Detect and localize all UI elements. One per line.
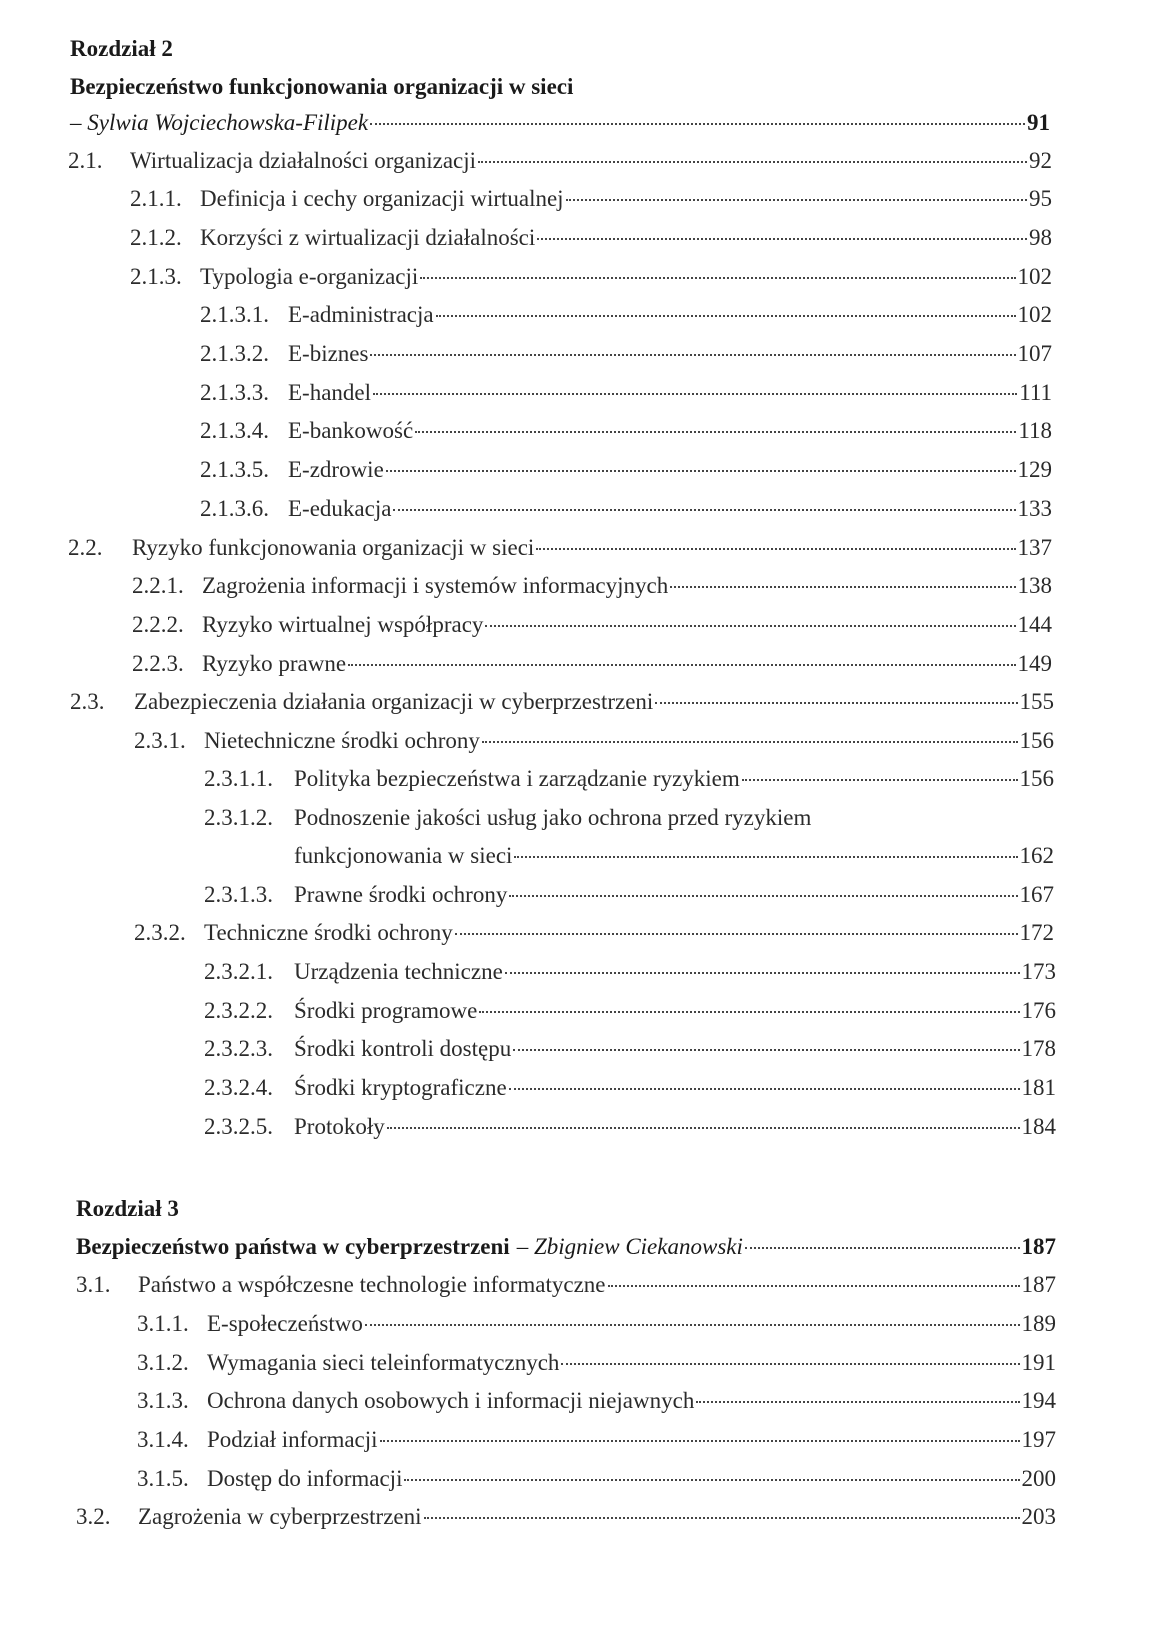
leader-dots — [509, 1088, 1020, 1090]
entry-number: 2.1.3.2. — [200, 341, 269, 366]
toc-entry — [204, 998, 1056, 1032]
toc-entry — [137, 1466, 1056, 1500]
toc-entry — [204, 1036, 1056, 1070]
entry-number: 2.3.2.4. — [204, 1075, 273, 1100]
leader-dots — [386, 470, 1016, 472]
page-number: 144 — [1017, 612, 1052, 637]
entry-number: 3.1.1. — [137, 1311, 189, 1336]
entry-title: Ryzyko wirtualnej współpracy — [202, 612, 484, 637]
entry-title: Protokoły — [294, 1114, 385, 1139]
leader-dots — [513, 1049, 1019, 1051]
leader-dots — [455, 933, 1018, 935]
toc-entry — [76, 1504, 1056, 1538]
leader-dots — [365, 1324, 1020, 1326]
toc-entry — [200, 302, 1052, 336]
leader-dots — [479, 1011, 1019, 1013]
page-number: 178 — [1021, 1036, 1056, 1061]
leader-dots — [348, 664, 1015, 666]
entry-number: 2.3.2.1. — [204, 959, 273, 984]
page-number: 92 — [1029, 148, 1052, 173]
page-number: 172 — [1019, 920, 1054, 945]
page-number: 111 — [1019, 380, 1052, 405]
toc-entry — [130, 264, 1052, 298]
leader-dots — [566, 199, 1027, 201]
entry-number: 2.1.3.6. — [200, 496, 269, 521]
entry-title: Podnoszenie jakości usług jako ochrona przed ryzykiem — [294, 805, 812, 830]
entry-title: Środki programowe — [294, 998, 478, 1023]
entry-number: 2.1.3.3. — [200, 380, 269, 405]
entry-number: 2.3.1.3. — [204, 882, 273, 907]
page-number: 191 — [1021, 1350, 1056, 1375]
entry-title: Środki kryptograficzne — [294, 1075, 507, 1100]
entry-number: 2.3.1. — [134, 728, 186, 753]
page-number: 102 — [1017, 302, 1052, 327]
chapter-author: – Sylwia Wojciechowska-Filipek — [70, 110, 369, 135]
leader-dots — [561, 1363, 1019, 1365]
entry-title: E-zdrowie — [288, 457, 384, 482]
entry-number: 3.1.5. — [137, 1466, 189, 1491]
page-number: 133 — [1017, 496, 1052, 521]
toc-entry — [200, 457, 1052, 491]
entry-title: Ryzyko prawne — [202, 651, 347, 676]
entry-number: 2.2.2. — [132, 612, 184, 637]
entry-title: Korzyści z wirtualizacji działalności — [200, 225, 536, 250]
page-number: 200 — [1021, 1466, 1056, 1491]
toc-entry — [204, 1114, 1056, 1148]
page-number: 137 — [1017, 535, 1052, 560]
toc-entry — [70, 689, 1054, 723]
entry-title: Polityka bezpieczeństwa i zarządzanie ryzykiem — [294, 766, 740, 791]
entry-number: 2.1.3. — [130, 264, 182, 289]
entry-title: E-bankowość — [288, 418, 414, 443]
entry-number: 2.3.2.5. — [204, 1114, 273, 1139]
leader-dots — [424, 1517, 1020, 1519]
entry-title: Prawne środki ochrony — [294, 882, 508, 907]
toc-entry — [137, 1427, 1056, 1461]
page-number: 173 — [1021, 959, 1056, 984]
toc-entry — [132, 573, 1052, 607]
leader-dots — [537, 238, 1027, 240]
entry-number: 2.3. — [70, 689, 105, 714]
leader-dots — [608, 1285, 1020, 1287]
entry-number: 3.1. — [76, 1272, 111, 1297]
entry-title: E-administracja — [288, 302, 434, 327]
entry-title: E-biznes — [288, 341, 369, 366]
entry-title-continued: funkcjonowania w sieci — [294, 843, 513, 868]
page-number: 91 — [1027, 110, 1050, 135]
chapter-label: Rozdział 3 — [76, 1196, 179, 1221]
toc-entry — [204, 882, 1054, 916]
entry-number: 2.2. — [68, 535, 103, 560]
toc-entry — [200, 496, 1052, 530]
page-number: 102 — [1017, 264, 1052, 289]
entry-title: Definicja i cechy organizacji wirtualnej — [200, 186, 564, 211]
toc-entry — [134, 920, 1054, 954]
entry-number: 2.1.3.5. — [200, 457, 269, 482]
entry-title: Zagrożenia w cyberprzestrzeni — [138, 1504, 422, 1529]
page-number: 194 — [1021, 1388, 1056, 1413]
entry-title: Dostęp do informacji — [207, 1466, 403, 1491]
leader-dots — [415, 431, 1016, 433]
toc-entry — [204, 1075, 1056, 1109]
leader-dots — [387, 1127, 1020, 1129]
page-number: 184 — [1021, 1114, 1056, 1139]
leader-dots — [655, 702, 1017, 704]
toc-entry — [132, 651, 1052, 685]
toc-entry — [68, 535, 1052, 569]
entry-number: 2.1.3.4. — [200, 418, 269, 443]
leader-dots — [380, 1440, 1020, 1442]
page-number: 176 — [1021, 998, 1056, 1023]
toc-entry — [204, 959, 1056, 993]
entry-title: Typologia e-organizacji — [200, 264, 419, 289]
page-number: 187 — [1021, 1272, 1056, 1297]
page-number: 156 — [1019, 728, 1054, 753]
leader-dots — [536, 548, 1015, 550]
entry-title: Ryzyko funkcjonowania organizacji w sieci — [132, 535, 535, 560]
entry-number: 2.3.2.3. — [204, 1036, 273, 1061]
toc-entry — [200, 418, 1052, 452]
entry-number: 2.1.2. — [130, 225, 182, 250]
entry-title: Środki kontroli dostępu — [294, 1036, 512, 1061]
entry-title: Techniczne środki ochrony — [204, 920, 453, 945]
leader-dots — [370, 123, 1025, 125]
page-number: 107 — [1017, 341, 1052, 366]
entry-title: Zabezpieczenia działania organizacji w cyberprzestrzeni — [134, 689, 654, 714]
leader-dots — [505, 972, 1020, 974]
toc-entry — [132, 612, 1052, 646]
leader-dots — [745, 1247, 1020, 1249]
leader-dots — [370, 354, 1015, 356]
leader-dots — [514, 856, 1017, 858]
page-number: 138 — [1017, 573, 1052, 598]
page-number: 118 — [1018, 418, 1052, 443]
entry-number: 3.1.3. — [137, 1388, 189, 1413]
leader-dots — [482, 741, 1018, 743]
leader-dots — [696, 1401, 1019, 1403]
entry-number: 2.3.2. — [134, 920, 186, 945]
chapter-title: Bezpieczeństwo państwa w cyberprzestrzeni — [76, 1234, 510, 1259]
page-number: 156 — [1019, 766, 1054, 791]
page-number: 189 — [1021, 1311, 1056, 1336]
leader-dots — [742, 779, 1018, 781]
leader-dots — [393, 509, 1015, 511]
leader-dots — [509, 895, 1017, 897]
toc-entry — [200, 341, 1052, 375]
chapter-label: Rozdział 2 — [70, 36, 173, 61]
chapter-author-row — [70, 110, 1050, 144]
entry-title: E-handel — [288, 380, 372, 405]
chapter-title: Bezpieczeństwo funkcjonowania organizacji w sieci — [70, 74, 574, 99]
entry-title: Podział informacji — [207, 1427, 378, 1452]
toc-entry-wrapped — [204, 805, 811, 831]
entry-number: 3.1.2. — [137, 1350, 189, 1375]
toc-entry — [137, 1350, 1056, 1384]
page-number: 149 — [1017, 651, 1052, 676]
entry-number: 2.3.2.2. — [204, 998, 273, 1023]
leader-dots — [478, 161, 1027, 163]
entry-number: 2.1. — [68, 148, 103, 173]
toc-entry — [137, 1311, 1056, 1345]
page-number: 95 — [1029, 186, 1052, 211]
page-number: 155 — [1019, 689, 1054, 714]
leader-dots — [404, 1479, 1019, 1481]
page-number: 197 — [1021, 1427, 1056, 1452]
entry-title: Państwo a współczesne technologie informatyczne — [138, 1272, 606, 1297]
page-number: 162 — [1019, 843, 1054, 868]
toc-entry — [130, 186, 1052, 220]
entry-number: 2.2.3. — [132, 651, 184, 676]
entry-title: Ochrona danych osobowych i informacji niejawnych — [207, 1388, 695, 1413]
toc-entry — [200, 380, 1052, 414]
chapter-author: – Zbigniew Ciekanowski — [516, 1234, 743, 1259]
entry-title: Nietechniczne środki ochrony — [204, 728, 480, 753]
entry-number: 3.2. — [76, 1504, 111, 1529]
leader-dots — [485, 625, 1015, 627]
entry-title: Wirtualizacja działalności organizacji — [130, 148, 477, 173]
leader-dots — [436, 315, 1016, 317]
toc-entry — [76, 1272, 1056, 1306]
page-number: 167 — [1019, 882, 1054, 907]
toc-entry-continuation — [294, 843, 1054, 877]
toc-entry — [68, 148, 1052, 182]
chapter-title-row — [76, 1234, 1056, 1268]
leader-dots — [670, 586, 1015, 588]
toc-entry — [134, 728, 1054, 762]
entry-number: 2.3.1.1. — [204, 766, 273, 791]
entry-title: E-społeczeństwo — [207, 1311, 363, 1336]
entry-number: 2.2.1. — [132, 573, 184, 598]
entry-number: 3.1.4. — [137, 1427, 189, 1452]
page-number: 98 — [1029, 225, 1052, 250]
leader-dots — [373, 393, 1017, 395]
entry-title: Zagrożenia informacji i systemów informacyjnych — [202, 573, 669, 598]
entry-number: 2.3.1.2. — [204, 805, 273, 830]
entry-title: Urządzenia techniczne — [294, 959, 503, 984]
page-number: 181 — [1021, 1075, 1056, 1100]
page-number: 203 — [1021, 1504, 1056, 1529]
toc-entry — [130, 225, 1052, 259]
entry-number: 2.1.1. — [130, 186, 182, 211]
toc-entry — [137, 1388, 1056, 1422]
page-number: 129 — [1017, 457, 1052, 482]
entry-title: E-edukacja — [288, 496, 392, 521]
entry-number: 2.1.3.1. — [200, 302, 269, 327]
entry-title: Wymagania sieci teleinformatycznych — [207, 1350, 560, 1375]
page-number: 187 — [1021, 1234, 1056, 1259]
toc-entry — [204, 766, 1054, 800]
leader-dots — [420, 277, 1015, 279]
